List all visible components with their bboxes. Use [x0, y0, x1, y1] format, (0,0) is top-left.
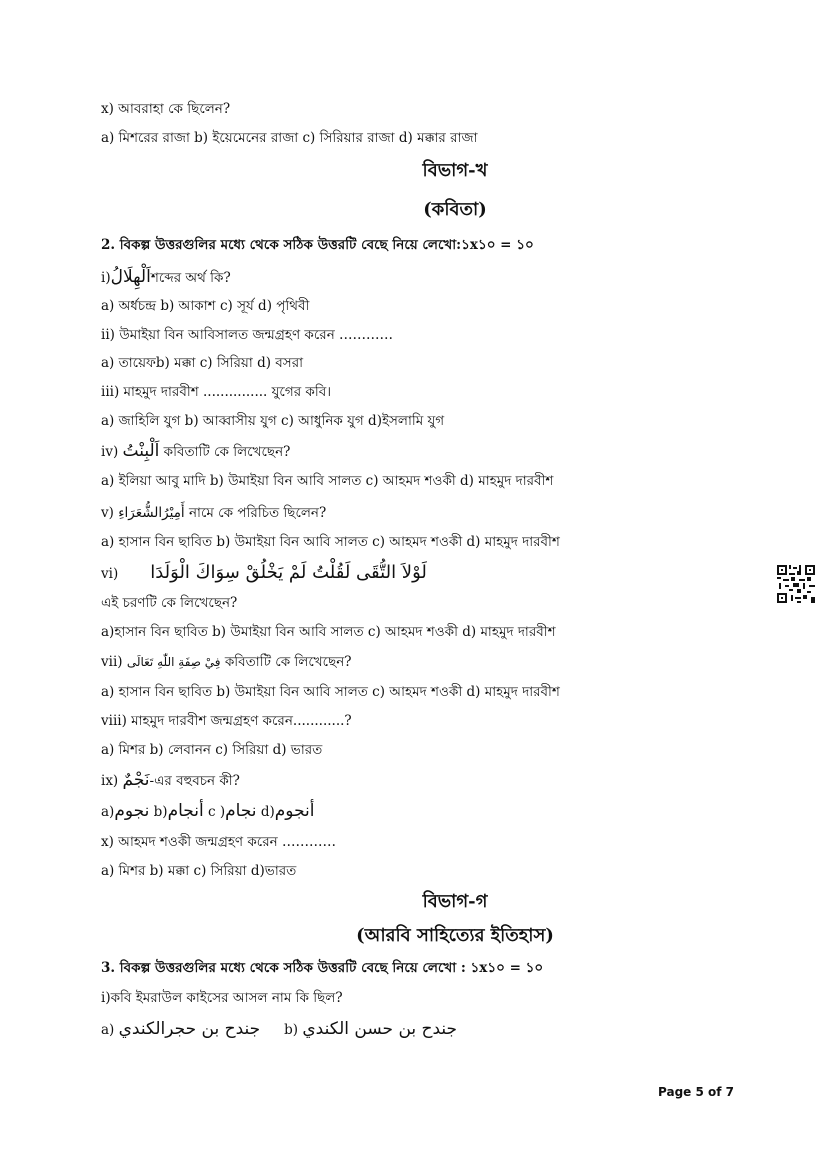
section-ga-title: বিভাগ-গ — [422, 891, 488, 912]
question-1-x-options: a) মিশরের রাজা b) ইয়েমেনের রাজা c) সিরিয়ার রাজা d) মক্কার রাজা — [101, 130, 478, 146]
q2-v-suffix: নামে কে পরিচিত ছিলেন? — [188, 505, 327, 521]
q2-vi-prefix: vi) — [101, 566, 119, 582]
section-kha-title: বিভাগ-খ — [422, 160, 488, 181]
q2-vii-question — [101, 652, 352, 672]
q2-x-question: x) আহমদ শওকী জন্মগ্রহণ করেন ………… — [101, 834, 337, 850]
q3-i-option-a: جندح بن حجرالكندي — [118, 1019, 261, 1039]
q2-ii-question: ii) উমাইয়া বিন আবিসালত জন্মগ্রহণ করেন ………… — [101, 327, 394, 343]
q2-vi-arabic: لَوْلاَ التُّقَى لَقُلْتُ لَمْ يَخْلُقْ سِوَاكَ الْوَلَدَا — [150, 562, 427, 583]
q2-ix-arabic: نَجْمٌ — [122, 770, 150, 790]
q2-vii-arabic: فِيْ صِفَةِ اللّٰهِ تَعَالَى — [126, 655, 221, 669]
q2-ix-options — [101, 801, 315, 822]
q2-vi-options: a)হাসান বিন ছাবিত b) উমাইয়া বিন আবি সালত c) আহমদ শওকী d) মাহমুদ দারবীশ — [101, 624, 556, 640]
q3-i-option-a-label: a) — [101, 1022, 115, 1038]
q3-i-question: i)কবি ইমরাউল কাইসের আসল নাম কি ছিল? — [101, 990, 343, 1006]
q2-iv-arabic: اَلْبِنْتُ — [122, 441, 160, 461]
q2-iii-question: iii) মাহমুদ দারবীশ ............... যুগের কবি। — [101, 384, 332, 400]
q2-v-prefix: v) — [101, 505, 114, 521]
q2-viii-options: a) মিশর b) লেবানন c) সিরিয়া d) ভারত — [101, 742, 323, 758]
q2-iv-suffix: কবিতাটি কে লিখেছেন? — [163, 444, 291, 460]
q2-iv-prefix: iv) — [101, 444, 119, 460]
q2-viii-question: viii) মাহমুদ দারবীশ জন্মগ্রহণ করেন............? — [101, 713, 352, 729]
q2-ix-option-b-label: b) — [153, 804, 168, 820]
q2-ix-option-d: أنجوم — [274, 801, 315, 821]
q2-v-options: a) হাসান বিন ছাবিত b) উমাইয়া বিন আবি সালত c) আহমদ শওকী d) মাহমুদ দারবীশ — [101, 534, 560, 550]
q2-ix-question — [101, 770, 240, 791]
q2-vi-verse — [101, 563, 427, 584]
q2-i-options: a) অর্ধচন্দ্র b) আকাশ c) সূর্য d) পৃথিবী — [101, 298, 310, 314]
qr-code-icon — [777, 564, 815, 604]
page-number: Page 5 of 7 — [658, 1085, 734, 1099]
q2-ix-option-a-label: a) — [101, 804, 115, 820]
q2-ix-suffix: -এর বহুবচন কী? — [149, 773, 240, 789]
section-kha-subtitle: (কবিতা) — [423, 199, 487, 220]
q2-vii-suffix: কবিতাটি কে লিখেছেন? — [224, 654, 352, 670]
section-ga-subtitle: (আরবি সাহিত্যের ইতিহাস) — [356, 925, 554, 946]
q2-iii-options: a) জাহিলি যুগ b) আব্বাসীয় যুগ c) আধুনিক যুগ d)ইসলামি যুগ — [101, 413, 445, 429]
q2-i-prefix: i) — [101, 270, 111, 286]
q2-ix-option-c: نجام — [225, 801, 257, 821]
q2-v-question — [101, 503, 326, 523]
q2-ix-option-b: أنجام — [167, 801, 204, 821]
question-2-title: 2. বিকল্প উত্তরগুলির মধ্যে থেকে সঠিক উত্তরটি বেছে নিয়ে লেখো:১x১০ = ১০ — [101, 237, 534, 253]
q2-iv-options: a) ইলিয়া আবু মাদি b) উমাইয়া বিন আবি সালত c) আহমদ শওকী d) মাহমুদ দারবীশ — [101, 473, 554, 489]
q2-x-options: a) মিশর b) মক্কা c) সিরিয়া d)ভারত — [101, 863, 297, 879]
q2-i-arabic: اَلْهِلَالُ — [110, 267, 151, 287]
question-3-title: 3. বিকল্প উত্তরগুলির মধ্যে থেকে সঠিক উত্তরটি বেছে নিয়ে লেখো : ১x১০ = ১০ — [101, 960, 544, 976]
q2-ix-option-a: نجوم — [114, 801, 150, 821]
q2-vii-options: a) হাসান বিন ছাবিত b) উমাইয়া বিন আবি সালত c) আহমদ শওকী d) মাহমুদ দারবীশ — [101, 684, 560, 700]
q2-ix-option-d-label: d) — [260, 804, 275, 820]
q2-i-question — [101, 267, 231, 288]
q2-ix-option-c-label: c ) — [208, 804, 226, 820]
q3-i-options — [101, 1019, 457, 1040]
q2-v-arabic: أَمِيْرُالشُّعَرَاءِ — [118, 505, 185, 521]
q2-vi-question: এই চরণটি কে লিখেছেন? — [101, 595, 238, 611]
q3-i-option-b: جندح بن حسن الكندي — [302, 1019, 458, 1039]
q3-i-option-b-label: b) — [284, 1022, 299, 1038]
q2-vii-prefix: vii) — [101, 654, 123, 670]
q2-i-suffix: শব্দের অর্থ কি? — [150, 270, 231, 286]
q2-iv-question — [101, 441, 290, 462]
q2-ix-prefix: ix) — [101, 773, 119, 789]
q2-ii-options: a) তায়েফb) মক্কা c) সিরিয়া d) বসরা — [101, 355, 304, 371]
question-1-x: x) আবরাহা কে ছিলেন? — [101, 101, 231, 117]
